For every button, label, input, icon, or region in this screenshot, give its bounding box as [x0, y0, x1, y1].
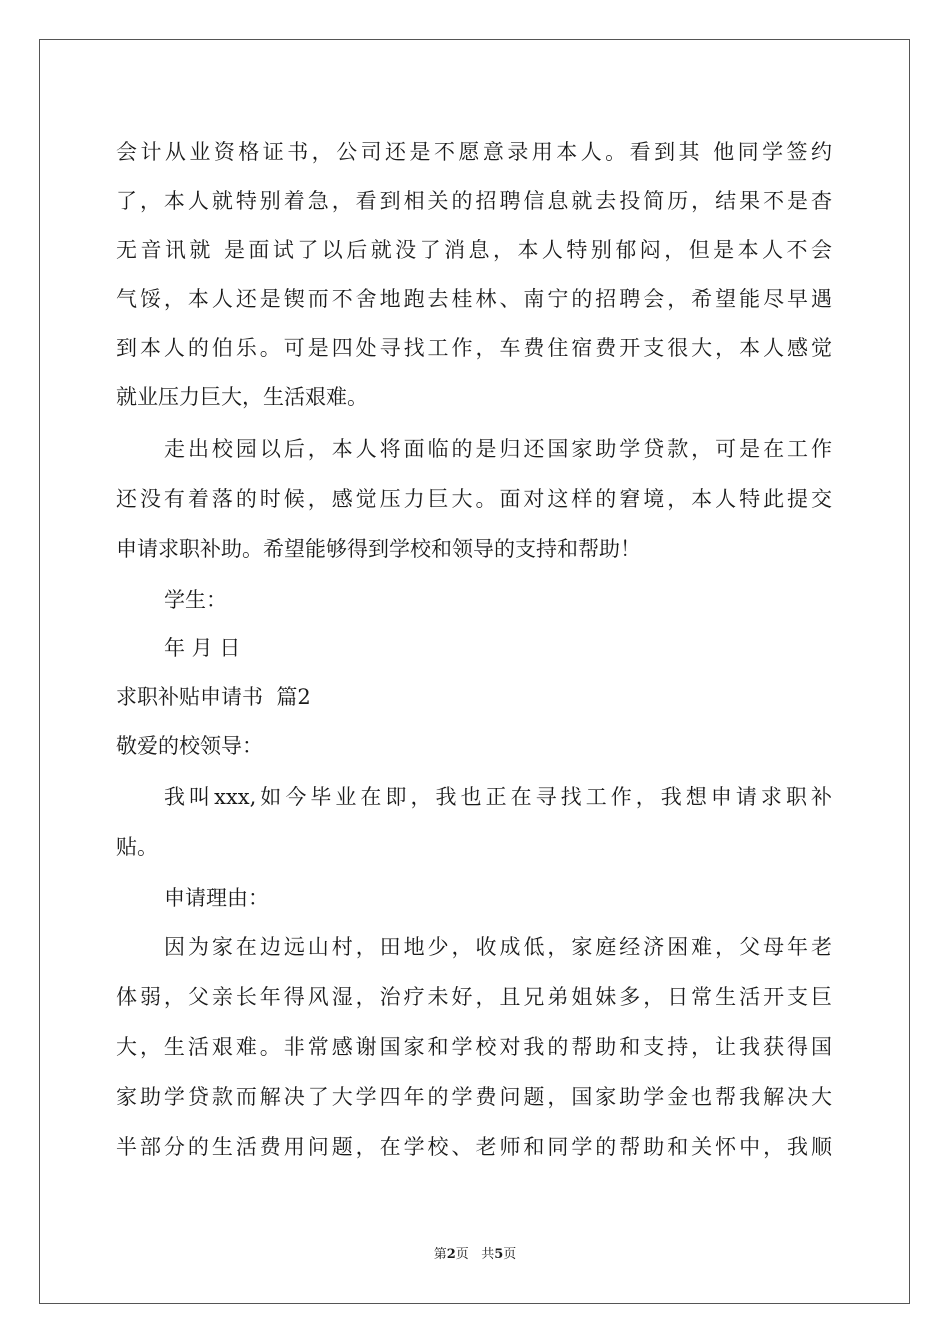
paragraph-line: 会计从业资格证书，公司还是不愿意录用本人。看到其 他同学签约 — [116, 140, 832, 164]
paragraph-line: 大，生活艰难。非常感谢国家和学校对我的帮助和支持，让我获得国 — [116, 1035, 832, 1059]
paragraph-line: 体弱，父亲长年得风湿，治疗未好，且兄弟姐妹多，日常生活开支巨 — [116, 985, 832, 1009]
footer-suffix: 页 — [503, 1247, 517, 1262]
section-title: 求职补贴申请书 篇2 — [116, 685, 311, 709]
paragraph-line: 走出校园以后，本人将面临的是归还国家助学贷款，可是在工作 — [164, 437, 832, 461]
paragraph-line: 气馁，本人还是锲而不舍地跑去桂林、南宁的招聘会，希望能尽早遇 — [116, 287, 832, 311]
student-signature-label: 学生： — [164, 588, 227, 612]
page-footer — [0, 1246, 950, 1264]
footer-prefix: 第 — [433, 1247, 447, 1262]
paragraph-line: 半部分的生活费用问题，在学校、老师和同学的帮助和关怀中，我顺 — [116, 1135, 832, 1159]
paragraph-line: 因为家在边远山村，田地少，收成低，家庭经济困难，父母年老 — [164, 935, 832, 959]
paragraph-line: 到本人的伯乐。可是四处寻找工作，车费住宿费开支很大，本人感觉 — [116, 336, 832, 360]
salutation: 敬爱的校领导： — [116, 734, 263, 758]
date-line: 年 月 日 — [164, 636, 241, 660]
total-pages-number: 5 — [494, 1247, 504, 1262]
paragraph-line: 无音讯就 是面试了以后就没了消息，本人特别郁闷，但是本人不会 — [116, 238, 832, 262]
footer-mid: 页 共 — [455, 1247, 495, 1262]
paragraph-line: 贴。 — [116, 835, 158, 859]
paragraph-line: 就业压力巨大，生活艰难。 — [116, 385, 368, 409]
current-page-number: 2 — [446, 1247, 456, 1262]
paragraph-line: 了，本人就特别着急，看到相关的招聘信息就去投简历，结果不是杳 — [116, 189, 832, 213]
paragraph-line: 还没有着落的时候，感觉压力巨大。面对这样的窘境，本人特此提交 — [116, 487, 832, 511]
reason-label: 申请理由： — [164, 886, 269, 910]
paragraph-line: 家助学贷款而解决了大学四年的学费问题，国家助学金也帮我解决大 — [116, 1085, 832, 1109]
paragraph-line: 申请求职补助。希望能够得到学校和领导的支持和帮助！ — [116, 537, 641, 561]
paragraph-line: 我叫xxx,如今毕业在即，我也正在寻找工作，我想申请求职补 — [164, 785, 832, 809]
